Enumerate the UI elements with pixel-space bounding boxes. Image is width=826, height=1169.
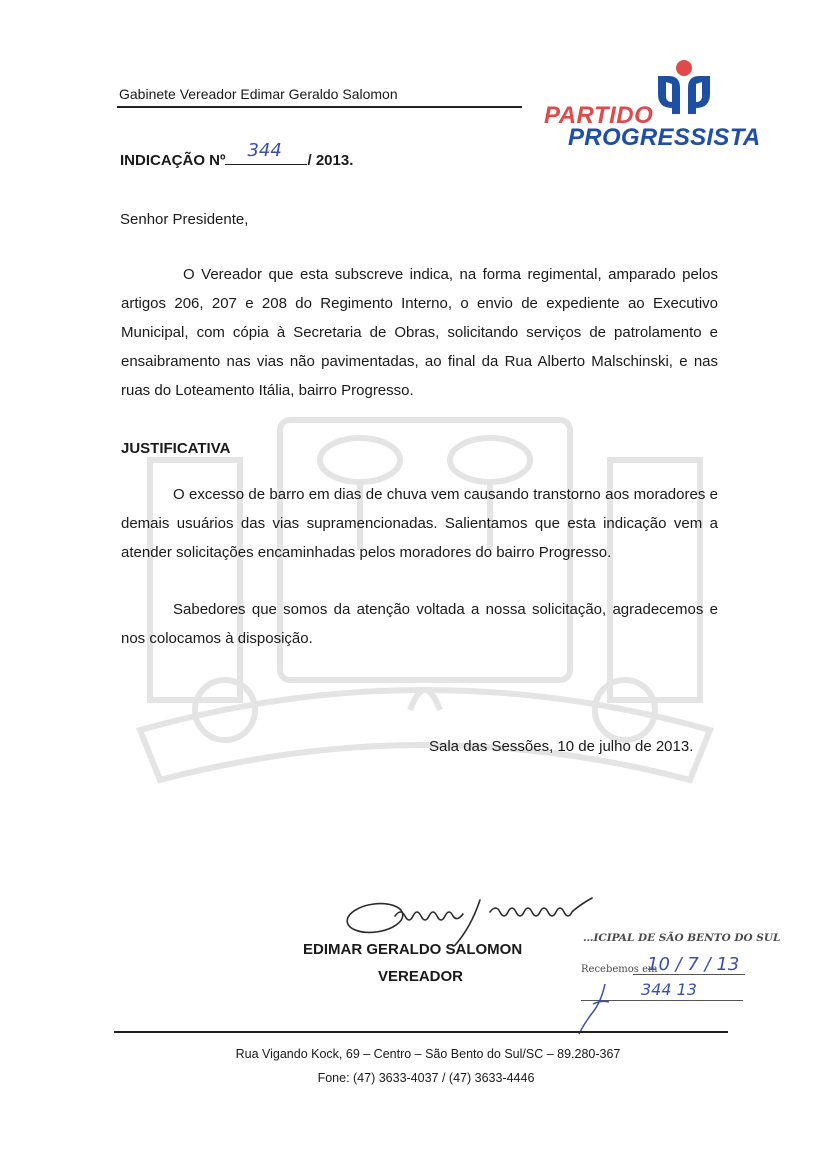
stamp-title: …ICIPAL DE SÃO BENTO DO SUL xyxy=(583,932,781,944)
cabinet-title: Gabinete Vereador Edimar Geraldo Salomon xyxy=(119,86,398,102)
footer-rule xyxy=(114,1031,728,1033)
date-line: Sala das Sessões, 10 de julho de 2013. xyxy=(429,738,694,755)
indicacao-number-blank xyxy=(225,140,307,165)
body-paragraph-2: O excesso de barro em dias de chuva vem causando transtorno aos moradores e demais usuários das vias supramencionadas. Salientamos que esta indicação vem a atender solicitações encaminhadas pelos moradores do bairro Progresso. xyxy=(121,486,718,561)
party-logo xyxy=(540,58,761,153)
stamp-received-date: 10 / 7 / 13 xyxy=(647,954,740,975)
indicacao-year: / 2013. xyxy=(307,152,354,169)
stamp-received-label: Recebemos em xyxy=(581,964,658,975)
signatory-name: EDIMAR GERALDO SALOMON xyxy=(303,941,523,958)
signatory-role: VEREADOR xyxy=(378,968,464,985)
indicacao-title xyxy=(120,140,354,169)
receipt-stamp xyxy=(575,926,790,1036)
stamp-number: 344 13 xyxy=(641,980,697,999)
footer-phone xyxy=(0,1071,826,1085)
footer-address-text: Rua Vigando Kock, 69 – Centro – São Bento do Sul/SC – 89.280-367 xyxy=(235,1047,621,1061)
party-name-line2: PROGRESSISTA xyxy=(568,124,761,151)
header-rule xyxy=(117,106,522,108)
indicacao-label: INDICAÇÃO Nº xyxy=(120,152,226,169)
body-paragraph-1: O Vereador que esta subscreve indica, na forma regimental, amparado pelos artigos 206, 207 e 208 do Regimento Interno, o envio de expediente ao Executivo Municipal, com cópia à Secretaria de Obras, solicitando serviços de patrolamento e ensaibramento nas vias não pavimentadas, ao final da Rua Alberto Malschinski, e nas ruas do Loteamento Itália, bairro Progresso. xyxy=(121,266,718,399)
indicacao-handwritten-number: 344 xyxy=(247,140,282,161)
salutation: Senhor Presidente, xyxy=(120,211,249,228)
justification-heading: JUSTIFICATIVA xyxy=(121,440,231,457)
footer-address xyxy=(0,1047,826,1061)
stamp-date-line xyxy=(633,974,745,975)
footer-phone-text: Fone: (47) 3633-4037 / (47) 3633-4446 xyxy=(317,1071,535,1085)
stamp-initials-mark xyxy=(575,982,645,1036)
body-paragraph-3: Sabedores que somos da atenção voltada a nossa solicitação, agradecemos e nos colocamos à disposição. xyxy=(121,601,718,647)
party-name-line1: PARTIDO xyxy=(544,102,654,129)
party-emblem-icon xyxy=(644,58,724,114)
